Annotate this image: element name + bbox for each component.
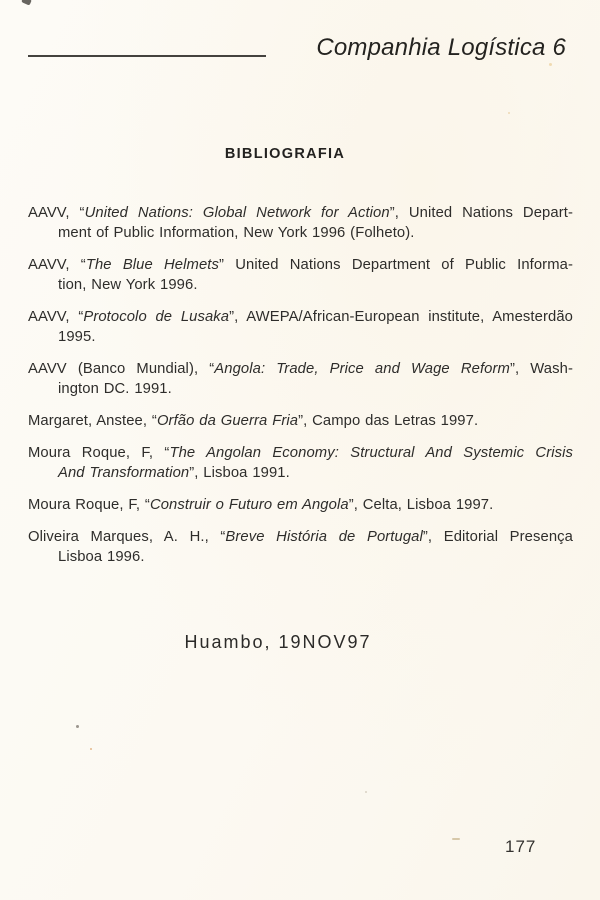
entry-text: Lisboa 1996. [58,549,145,565]
dateline: Huambo, 19NOV97 [184,632,372,652]
work-title-text: Protocolo de Lusaka [83,309,230,325]
bibliography-entry [28,411,573,431]
work-title-text: United Nations: Global Network for Action [84,205,390,221]
entry-line [28,275,573,295]
page-number: 177 [505,837,537,856]
entry-text: Oliveira Marques, A. H., “ [28,529,226,545]
entry-text: AAVV (Banco Mundial), “ [28,361,215,377]
entry-line [28,379,573,399]
bibliography-entry [28,255,573,295]
work-title-text: Construir o Futuro em Angola [149,497,349,513]
bibliography-entry [28,203,573,243]
scan-speck [365,791,367,793]
scan-speck [76,725,79,728]
work-title-text: And Transformation [58,465,190,481]
entry-text: AAVV, “ [28,257,86,273]
header-rule [28,55,266,57]
entry-text: ”, United Nations Depart- [389,205,573,221]
book-title: Companhia Logística 6 [316,34,566,61]
entry-text: ington DC. 1991. [58,381,172,397]
entry-line [28,547,573,567]
bibliography-entry [28,495,573,515]
entry-line [28,463,573,483]
scan-speck [452,838,460,840]
bibliography-entry [28,307,573,347]
entry-text: Margaret, Anstee, “ [28,413,157,429]
entry-text: ”, Wash- [509,361,573,377]
bibliography-entry [28,359,573,399]
entry-line [28,255,573,275]
entry-text: 1995. [58,329,96,345]
work-title-text: The Angolan Economy: Structural And Systemic Crisis [169,445,573,461]
entry-line [28,495,573,515]
entry-text: ”, Celta, Lisboa 1997. [348,497,494,513]
entry-text: Moura Roque, F, “ [28,497,150,513]
entry-text: ”, Lisboa 1991. [189,465,290,481]
bibliography-list [28,203,573,579]
entry-text: Moura Roque, F, “ [28,445,170,461]
entry-line [28,223,573,243]
entry-text: AAVV, “ [28,205,85,221]
bibliography-entry [28,527,573,567]
entry-line [28,327,573,347]
scan-speck [90,748,92,750]
entry-text: AAVV, “ [28,309,84,325]
entry-line [28,411,573,431]
entry-line [28,307,573,327]
work-title-text: Angola: Trade, Price and Wage Reform [214,361,510,377]
entry-line [28,527,573,547]
entry-text: tion, New York 1996. [58,277,198,293]
section-title: BIBLIOGRAFIA [224,146,346,162]
work-title-text: Breve História de Portugal [225,529,423,545]
scan-speck [508,112,510,114]
bibliography-entry [28,443,573,483]
work-title-text: The Blue Helmets [85,257,219,273]
scan-speck [549,63,552,66]
work-title-text: Orfão da Guerra Fria [156,413,299,429]
entry-text: ”, Editorial Presença [422,529,573,545]
entry-text: ” United Nations Department of Public Informa- [219,257,573,273]
entry-text: ment of Public Information, New York 1996 (Folheto). [58,225,415,241]
entry-line [28,443,573,463]
pen-mark-artifact [21,0,32,6]
entry-text: ”, Campo das Letras 1997. [298,413,479,429]
entry-line [28,203,573,223]
entry-text: ”, AWEPA/African-European institute, Amesterdão [229,309,573,325]
entry-line [28,359,573,379]
